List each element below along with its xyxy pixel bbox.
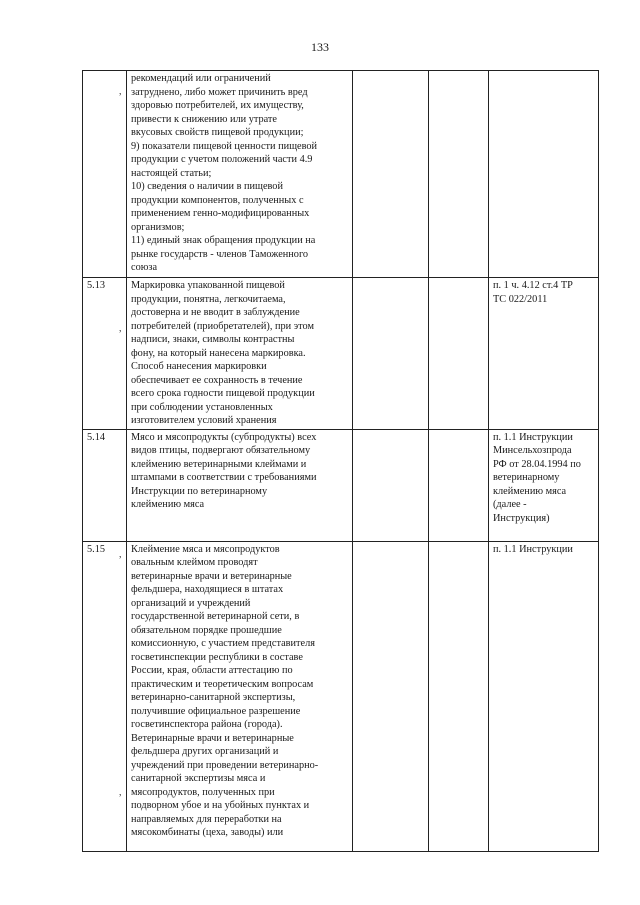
- row-number: 5.13: [87, 280, 106, 291]
- row-number: 5.14: [87, 431, 106, 443]
- empty-cell: [353, 541, 429, 851]
- table-row: [83, 429, 599, 541]
- reference-text: п. 1.1 Инструкции Минсельхозпрода РФ от 28.04.1994 по ветеринарному клеймению мяса (далее - Инструкция): [489, 429, 599, 541]
- row-number-cell: 5.13 ,: [83, 278, 127, 430]
- empty-cell: [429, 278, 489, 430]
- empty-cell: [353, 278, 429, 430]
- row-number: 5.15: [87, 543, 106, 555]
- requirement-text: Маркировка упакованной пищевой продукции, понятна, легкочитаема, достоверна и не вводит в заблуждение потребителей (приобретателей), при этом надписи, знаки, символы контрастны фону, на который нанесена маркировка. Способ нанесения маркировки обеспечивает ее сохранность в течение всего срока годности пищевой продукции при соблюдении установленных изготовителем условий хранения: [127, 278, 353, 430]
- table-row: [83, 278, 599, 430]
- reference-text: п. 1.1 Инструкции: [489, 541, 599, 851]
- requirement-text: Мясо и мясопродукты (субпродукты) всех видов птицы, подвергают обязательному клеймению ветеринарными клеймами и штампами в соответствии с требованиями Инструкции по ветеринарному клеймению мяса: [127, 429, 353, 541]
- reference-text: [489, 71, 599, 278]
- row-number-cell: ,: [83, 71, 127, 278]
- row-number-cell: [83, 429, 127, 541]
- requirements-table: [82, 70, 599, 852]
- empty-cell: [429, 541, 489, 851]
- requirement-text: Клеймение мяса и мясопродуктов овальным клеймом проводят ветеринарные врачи и ветеринарные фельдшера, находящиеся в штатах организаций и учреждений государственной ветеринарной сети, в обязательном порядке прошедшие комиссионную, с участием представителя госветинспекции республики в составе России, края, области аттестацию по практическим и теоретическим вопросам ветеринарно-санитарной экспертизы, получившие официальное разрешение госветинспектора района (города). Ветеринарные врачи и ветеринарные фельдшера других организаций и учреждений при проведении ветеринарно- санитарной экспертизы мяса и мясопродуктов, полученных при подворном убое и на убойных пунктах и направляемых для переработки на мясокомбинаты (цеха, заводы) или: [127, 541, 353, 851]
- table-row: [83, 71, 599, 278]
- empty-cell: [353, 71, 429, 278]
- requirement-text: рекомендаций или ограничений затруднено, либо может причинить вред здоровью потребителей, их имуществу, привести к снижению или утрате вкусовых свойств пищевой продукции; 9) показатели пищевой ценности пищевой продукции с учетом положений части 4.9 настоящей статьи; 10) сведения о наличии в пищевой продукции компонентов, полученных с применением генно-модифицированных организмов; 11) единый знак обращения продукции на рынке государств - членов Таможенного союза: [127, 71, 353, 278]
- empty-cell: [429, 429, 489, 541]
- reference-text: п. 1 ч. 4.12 ст.4 ТР ТС 022/2011: [489, 278, 599, 430]
- empty-cell: [429, 71, 489, 278]
- row-number-cell: 5.15 , ,: [83, 541, 127, 851]
- empty-cell: [353, 429, 429, 541]
- table-row: [83, 541, 599, 851]
- page-number: 133: [311, 40, 329, 54]
